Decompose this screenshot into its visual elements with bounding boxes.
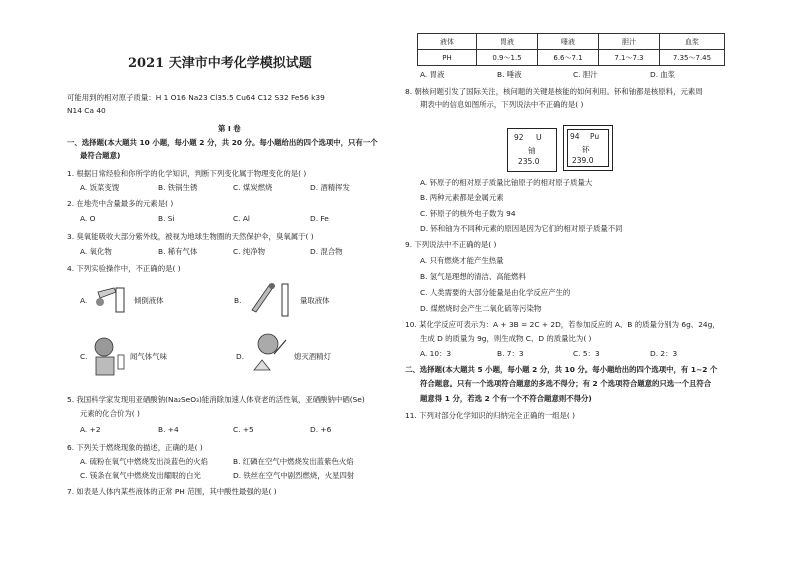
question-7: 7. 如表是人体内某些液体的正常 PH 范围，其中酸性最强的是( )	[67, 487, 277, 496]
q7-option-b: B. 唾液	[497, 70, 522, 79]
q9-option-d: D. 煤燃烧时会产生二氧化硫等污染物	[420, 304, 542, 313]
question-5-cont: 元素的化合价为( )	[80, 409, 140, 418]
table-cell: 7.1～7.3	[599, 50, 660, 66]
q3-option-b: B. 稀有气体	[158, 247, 198, 256]
q4-option-a-label: 倾倒液体	[134, 296, 164, 305]
question-9: 9. 下列说法中不正确的是( )	[405, 240, 497, 249]
question-8: 8. 朝核问题引发了国际关注，核问题的关键是核能的如何利用。钚和铀都是核原料，元素周	[405, 87, 703, 96]
smell-gas-illustration	[90, 335, 130, 377]
table-row	[418, 34, 725, 50]
q2-option-c: C. Al	[233, 214, 250, 223]
element-number: 94	[570, 132, 580, 141]
q5-option-b: B. +4	[158, 425, 179, 434]
q6-option-c: C. 镁条在氧气中燃烧发出耀眼的白光	[80, 471, 201, 480]
question-6: 6. 下列关于燃烧现象的描述，正确的是( )	[67, 443, 203, 452]
element-name: 铀	[528, 146, 536, 155]
table-cell: PH	[418, 50, 477, 66]
q5-option-a: A. +2	[80, 425, 101, 434]
q8-option-c: C. 钚原子的核外电子数为 94	[420, 209, 516, 218]
element-card-uranium	[507, 128, 557, 172]
question-2: 2. 在地壳中含量最多的元素是( )	[67, 199, 174, 208]
q7-option-a: A. 胃液	[420, 70, 445, 79]
q3-option-d: D. 混合物	[310, 247, 343, 256]
extinguish-lamp-illustration	[246, 330, 292, 378]
table-row	[418, 50, 725, 66]
q1-option-c: C. 煤炭燃烧	[233, 183, 273, 192]
q10-option-b: B. 7：3	[497, 349, 524, 358]
q4-option-b-label: 量取液体	[300, 296, 330, 305]
section1-heading-cont: 最符合题意)	[80, 151, 121, 160]
q9-option-a: A. 只有燃烧才能产生热量	[420, 256, 504, 265]
atomic-mass-line1: 可能用到的相对原子质量：H 1 O16 Na23 Cl35.5 Cu64 C12 S32 Fe56 k39	[67, 93, 325, 102]
table-cell: 胃液	[477, 34, 538, 50]
volume-heading: 第 I 卷	[218, 124, 241, 133]
measure-liquid-illustration	[246, 280, 296, 318]
element-symbol: Pu	[590, 132, 600, 141]
q2-option-a: A. O	[80, 214, 96, 223]
element-number: 92	[514, 133, 524, 142]
table-cell: 血浆	[660, 34, 725, 50]
q8-option-b: B. 两种元素都是金属元素	[420, 193, 504, 202]
q4-option-d-letter: D.	[236, 352, 245, 361]
question-11: 11. 下列对部分化学知识的归纳完全正确的一组是( )	[405, 411, 576, 420]
q10-option-c: C. 5：3	[573, 349, 600, 358]
q4-option-a-letter: A.	[80, 296, 88, 305]
question-1: 1. 根据日常经验和你所学的化学知识，判断下列变化属于物理变化的是( )	[67, 169, 307, 178]
table-cell: 6.6～7.1	[538, 50, 599, 66]
atomic-mass-line2: N14 Ca 40	[67, 106, 106, 115]
section2-heading: 二、选择题(本大题共 5 小题，每小题 2 分，共 10 分。每小题给出的四个选项中，有 1~2 个	[405, 365, 718, 374]
q1-option-b: B. 铁锅生锈	[158, 183, 198, 192]
q2-option-d: D. Fe	[310, 214, 329, 223]
q6-option-b: B. 红磷在空气中燃烧发出蓝紫色火焰	[233, 457, 354, 466]
question-3: 3. 臭氧能吸收大部分紫外线，被视为地球生物圈的天然保护伞，臭氧属于( )	[67, 232, 314, 241]
q4-option-c-letter: C.	[80, 352, 88, 361]
element-symbol: U	[536, 133, 542, 142]
q10-option-a: A. 10：3	[420, 349, 452, 358]
section2-heading-cont1: 符合题意。只有一个选项符合题意的多选不得分；有 2 个选项符合题意的只选一个且符合	[420, 379, 712, 388]
q3-option-c: C. 纯净物	[233, 247, 266, 256]
q5-option-c: C. +5	[233, 425, 254, 434]
table-cell: 0.9～1.5	[477, 50, 538, 66]
q4-option-b-letter: B.	[234, 296, 242, 305]
pour-liquid-illustration	[94, 282, 134, 314]
question-10-cont: 生成 D 的质量为 9g，则生成物 C、D 的质量比为( )	[420, 334, 592, 343]
element-mass: 235.0	[518, 157, 540, 166]
table-cell: 液体	[418, 34, 477, 50]
element-name: 钚	[582, 145, 590, 154]
q8-option-d: D. 钚和铀为不同种元素的原因是因为它们的相对原子质量不同	[420, 224, 623, 233]
q4-option-d-label: 熄灭酒精灯	[294, 352, 331, 361]
q2-option-b: B. Si	[158, 214, 175, 223]
section1-heading: 一、选择题(本大题共 10 小题，每小题 2 分，共 20 分。每小题给出的四个选项中，只有一个	[67, 138, 378, 147]
question-4: 4. 下列实验操作中，不正确的是( )	[67, 264, 181, 273]
q6-option-a: A. 硫粉在氧气中燃烧发出淡蓝色的火焰	[80, 457, 208, 466]
q10-option-d: D. 2：3	[650, 349, 678, 358]
question-5: 5. 我国科学家发现用亚硒酸钠(Na₂SeO₃)能消除加速人体衰老的活性氧，亚硒酸钠中硒(Se)	[67, 395, 365, 404]
q9-option-b: B. 氢气是理想的清洁、高能燃料	[420, 272, 526, 281]
q9-option-c: C. 人类需要的大部分能量是由化学反应产生的	[420, 288, 571, 297]
q5-option-d: D. +6	[310, 425, 332, 434]
question-10: 10. 某化学反应可表示为：A + 3B = 2C + 2D，若参加反应的 A、B 的质量分别为 6g、24g，	[405, 320, 720, 329]
section2-heading-cont2: 题意得 1 分，若选 2 个有一个不符合题意则不得分)	[420, 394, 592, 403]
q1-option-d: D. 酒精挥发	[310, 183, 350, 192]
table-cell: 唾液	[538, 34, 599, 50]
question-8-cont: 期表中的信息如图所示，下列说法中不正确的是( )	[420, 100, 584, 109]
q3-option-a: A. 氧化物	[80, 247, 112, 256]
table-cell: 7.35～7.45	[660, 50, 725, 66]
q7-option-d: D. 血浆	[650, 70, 676, 79]
q8-option-a: A. 钚原子的相对原子质量比铀原子的相对原子质量大	[420, 178, 593, 187]
q4-option-c-label: 闻气体气味	[130, 352, 167, 361]
element-card-plutonium	[563, 125, 613, 171]
table-cell: 胆汁	[599, 34, 660, 50]
q6-option-d: D. 铁丝在空气中剧烈燃烧，火星四射	[233, 471, 355, 480]
q7-option-c: C. 胆汁	[573, 70, 598, 79]
ph-table	[417, 33, 725, 66]
page-title: 2021 天津市中考化学模拟试题	[128, 56, 312, 71]
q1-option-a: A. 饭菜变馊	[80, 183, 120, 192]
element-mass: 239.0	[572, 156, 594, 165]
